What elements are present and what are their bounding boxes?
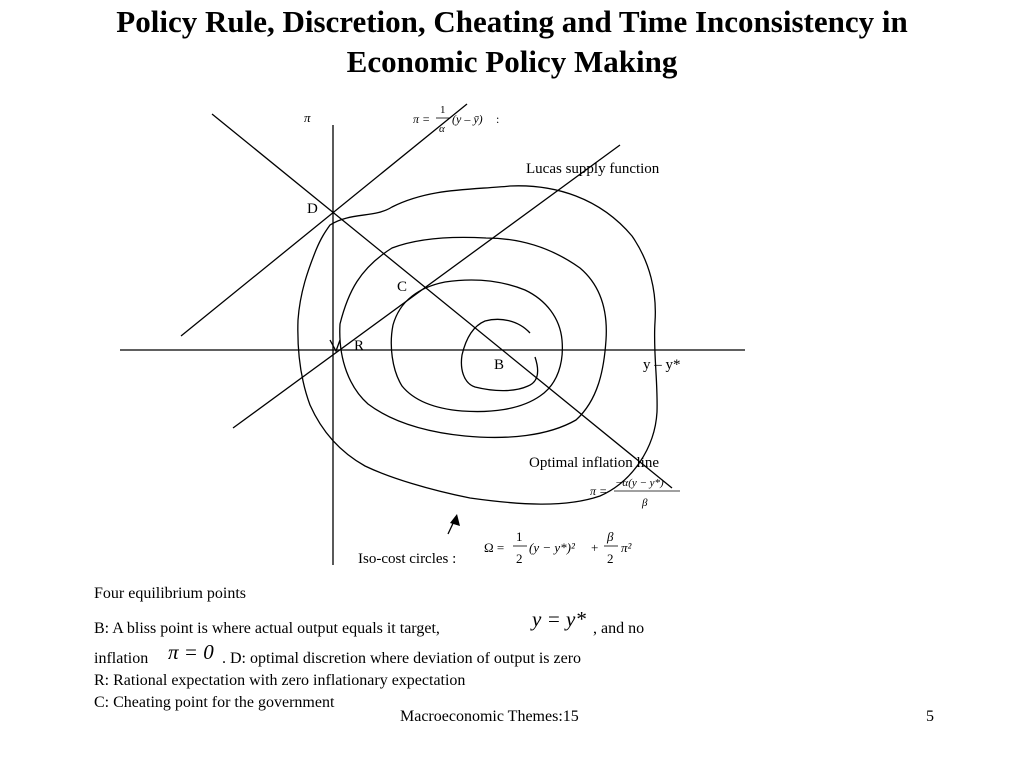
optimal-eq-lhs: π = [590, 484, 608, 498]
isocost-term2: π² [621, 540, 632, 555]
iso-cost-circle-inner [391, 280, 562, 411]
point-r-label: R [354, 338, 365, 354]
equilibrium-heading: Four equilibrium points [94, 585, 246, 602]
point-c-label: C [397, 279, 408, 295]
lucas-eq-body: (y – ȳ) [452, 112, 483, 126]
lucas-line-upper [181, 104, 467, 336]
title-line-2: Economic Policy Making [346, 44, 678, 79]
lucas-eq-den: α [439, 123, 445, 135]
isocost-frac1-den: 2 [516, 551, 523, 566]
x-axis-label: y – y* [643, 357, 681, 373]
optimal-label: Optimal inflation line [529, 455, 659, 471]
isocost-label: Iso-cost circles : [358, 551, 457, 567]
inflation-word: inflation [94, 650, 149, 667]
lucas-eq-num: 1 [440, 104, 446, 116]
iso-cost-arrow-head [450, 514, 460, 526]
y-axis-label: π [304, 110, 311, 125]
bliss-point-math: y = y* [532, 607, 586, 631]
cheating-point-text: C: Cheating point for the government [94, 694, 335, 711]
isocost-plus: + [591, 540, 599, 555]
footer-course-label: Macroeconomic Themes:15 [400, 708, 579, 725]
zero-inflation-math: π = 0 [168, 640, 214, 664]
isocost-eq-lhs: Ω = [484, 540, 505, 555]
page-number: 5 [926, 708, 934, 725]
bliss-point-tail: , and no [593, 620, 645, 637]
isocost-equation [484, 529, 633, 566]
optimal-eq-den: β [642, 497, 648, 509]
isocost-frac1-num: 1 [516, 529, 523, 544]
discretion-point-text: . D: optimal discretion where deviation of output is zero [222, 650, 582, 667]
lucas-eq-tail: : [496, 112, 500, 126]
point-b-label: B [494, 357, 505, 373]
iso-cost-circle-bliss [461, 319, 537, 390]
optimal-eq-num: −α(y − y*) [615, 477, 664, 489]
rational-expectation-text: R: Rational expectation with zero inflationary expectation [94, 672, 466, 689]
lucas-line-lower [233, 145, 620, 428]
iso-cost-circle-middle [340, 237, 607, 437]
isocost-frac2-den: 2 [607, 551, 614, 566]
title-line-1: Policy Rule, Discretion, Cheating and Time Inconsistency in [116, 4, 908, 39]
lucas-label: Lucas supply function [526, 161, 660, 177]
optimal-equation [590, 477, 680, 509]
bliss-point-text: B: A bliss point is where actual output equals it target, [94, 620, 440, 637]
isocost-term1: (y − y*)² [529, 540, 575, 555]
lucas-eq-lhs: π = [413, 112, 431, 126]
lucas-equation [413, 104, 499, 135]
point-d-label: D [307, 201, 318, 217]
isocost-frac2-num: β [607, 529, 614, 544]
